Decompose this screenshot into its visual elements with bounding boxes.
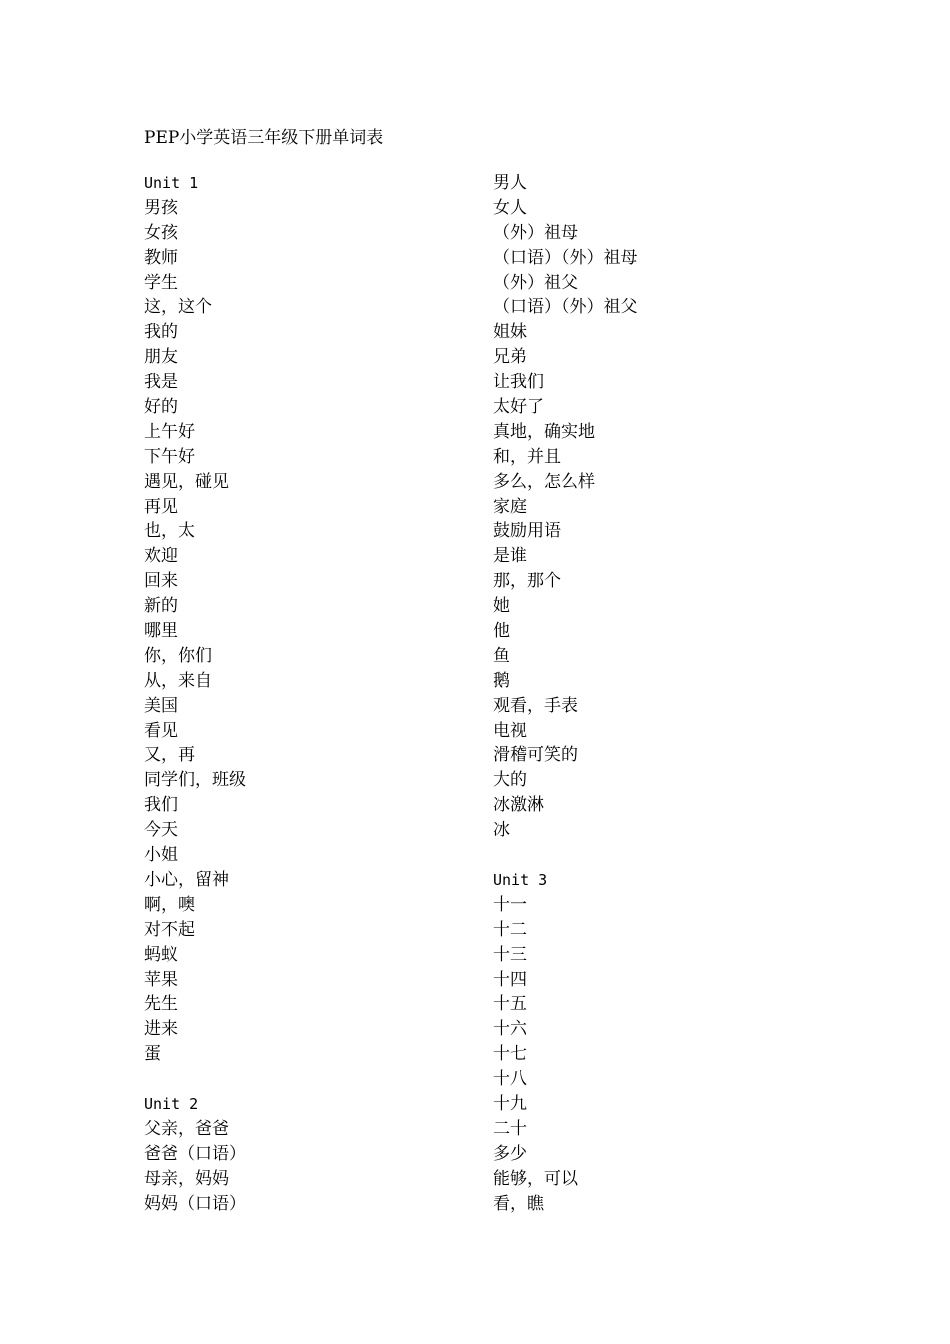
word-entry: 小心，留神 — [144, 869, 229, 890]
word-entry: 是谁 — [493, 546, 527, 567]
word-entry: 我们 — [144, 795, 178, 816]
word-entry: 大的 — [493, 770, 527, 791]
unit-heading: Unit 1 — [144, 174, 199, 192]
word-entry: （外）祖父 — [493, 272, 578, 293]
word-entry: 蛋 — [144, 1044, 161, 1065]
word-entry: 女孩 — [144, 222, 178, 243]
word-entry: 妈妈（口语） — [144, 1193, 246, 1214]
word-entry: 我是 — [144, 372, 178, 393]
word-entry: 男孩 — [144, 197, 178, 218]
word-entry: 看，瞧 — [493, 1193, 544, 1214]
word-entry: 能够，可以 — [493, 1168, 578, 1189]
word-entry: （口语）（外）祖父 — [493, 297, 638, 318]
word-entry: 二十 — [493, 1118, 527, 1139]
word-entry: 她 — [493, 596, 510, 617]
word-entry: 蚂蚁 — [144, 944, 178, 965]
word-entry: 欢迎 — [144, 546, 178, 567]
word-entry: 对不起 — [144, 919, 195, 940]
word-entry: 看见 — [144, 720, 178, 741]
word-entry: 朋友 — [144, 347, 178, 368]
word-entry: 女人 — [493, 197, 527, 218]
word-entry: 十九 — [493, 1093, 527, 1114]
word-entry: 鹅 — [493, 670, 510, 691]
word-entry: （口语）（外）祖母 — [493, 247, 638, 268]
word-entry: 十七 — [493, 1044, 527, 1065]
word-entry: 十八 — [493, 1069, 527, 1090]
word-entry: 冰激淋 — [493, 795, 544, 816]
word-entry: 啊，噢 — [144, 894, 195, 915]
word-entry: 男人 — [493, 173, 527, 193]
page-title: PEP小学英语三年级下册单词表 — [144, 128, 384, 148]
word-entry: 父亲，爸爸 — [144, 1118, 229, 1139]
word-entry: 从，来自 — [144, 670, 212, 691]
word-list-left-column — [144, 171, 474, 1216]
word-entry: 同学们，班级 — [144, 770, 246, 791]
word-entry: 下午好 — [144, 446, 195, 467]
word-entry: 十一 — [493, 894, 527, 915]
word-entry: 美国 — [144, 695, 178, 716]
word-entry: 滑稽可笑的 — [493, 745, 578, 766]
word-entry: 学生 — [144, 272, 178, 293]
unit-heading: Unit 3 — [493, 870, 548, 889]
word-entry: 十四 — [493, 969, 527, 990]
word-entry: 母亲，妈妈 — [144, 1168, 229, 1189]
unit-heading: Unit 2 — [144, 1094, 199, 1113]
word-entry: 先生 — [144, 994, 178, 1015]
word-entry: 十六 — [493, 1019, 527, 1040]
word-entry: 那，那个 — [493, 571, 561, 592]
word-entry: 鱼 — [493, 645, 510, 666]
word-entry: 小姐 — [144, 845, 178, 866]
word-entry: 又，再 — [144, 745, 195, 766]
word-entry: 姐妹 — [493, 322, 527, 343]
word-list-right-column — [493, 171, 823, 1216]
word-entry: 教师 — [144, 247, 178, 268]
blank-line — [493, 843, 823, 868]
word-entry: 兄弟 — [493, 347, 527, 368]
word-entry: 今天 — [144, 820, 178, 841]
word-entry: 十五 — [493, 994, 527, 1015]
word-entry: 新的 — [144, 596, 178, 617]
word-entry: 多么，怎么样 — [493, 471, 595, 492]
word-entry: 再见 — [144, 496, 178, 517]
word-entry: 多少 — [493, 1143, 527, 1164]
word-entry: 电视 — [493, 720, 527, 741]
word-entry: 和，并且 — [493, 446, 561, 467]
word-entry: 哪里 — [144, 621, 178, 642]
word-entry: 进来 — [144, 1019, 178, 1040]
word-entry: 太好了 — [493, 397, 544, 418]
word-entry: 爸爸（口语） — [144, 1143, 246, 1164]
word-entry: 冰 — [493, 820, 510, 841]
word-entry: 让我们 — [493, 372, 544, 393]
word-entry: （外）祖母 — [493, 222, 578, 243]
word-entry: 回来 — [144, 571, 178, 592]
word-entry: 真地，确实地 — [493, 421, 595, 442]
word-entry: 遇见，碰见 — [144, 471, 229, 492]
word-entry: 好的 — [144, 397, 178, 418]
word-entry: 苹果 — [144, 969, 178, 990]
word-entry: 我的 — [144, 322, 178, 343]
word-entry: 也，太 — [144, 521, 195, 542]
word-entry: 这，这个 — [144, 297, 212, 318]
word-entry: 鼓励用语 — [493, 521, 561, 542]
word-entry: 他 — [493, 621, 510, 642]
word-entry: 家庭 — [493, 496, 527, 517]
word-entry: 你，你们 — [144, 645, 212, 666]
word-entry: 十二 — [493, 919, 527, 940]
word-entry: 观看，手表 — [493, 695, 578, 716]
word-entry: 十三 — [493, 944, 527, 965]
blank-line — [144, 1067, 474, 1092]
word-entry: 上午好 — [144, 421, 195, 442]
